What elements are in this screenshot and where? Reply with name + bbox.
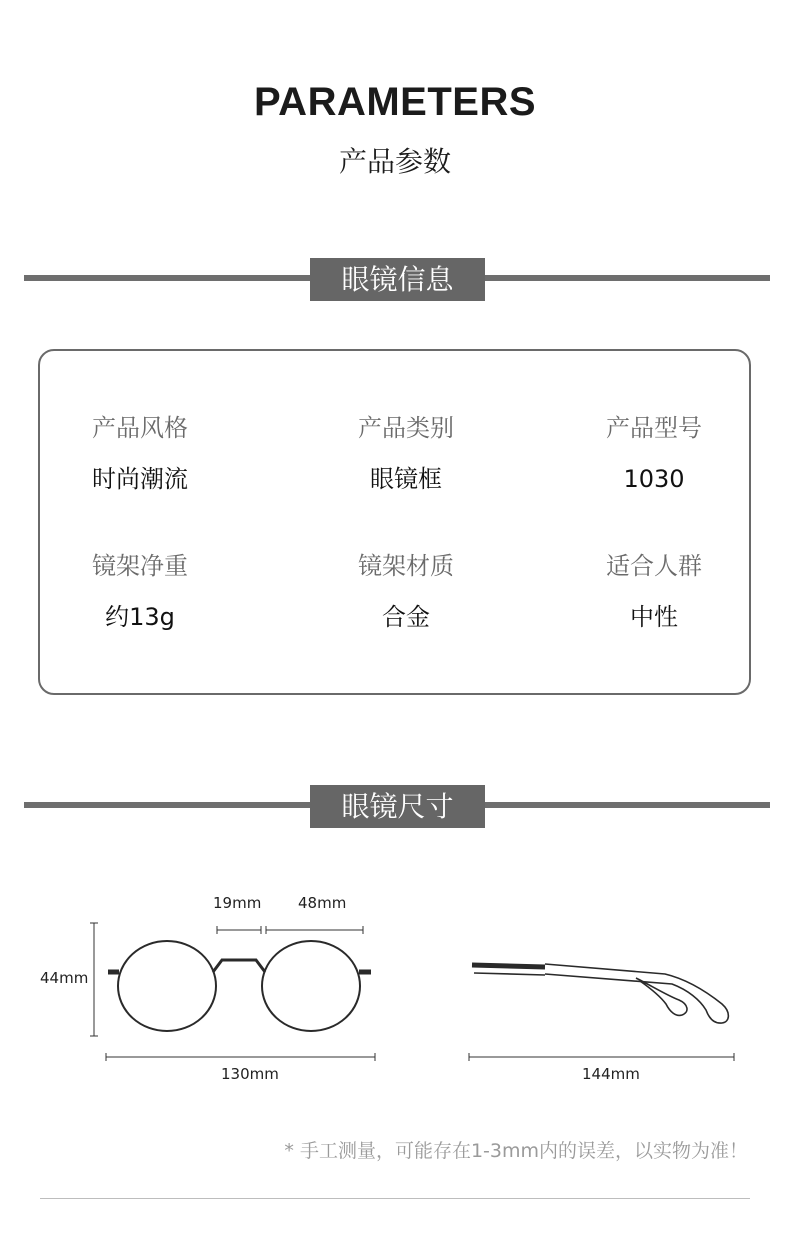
temple-length-label: 144mm (582, 1065, 640, 1083)
info-cell-weight (30, 549, 250, 634)
info-key: 适合人群 (606, 552, 702, 580)
glasses-dimension-diagram (0, 880, 790, 1100)
info-key: 产品型号 (606, 414, 702, 442)
info-value: 中性 (630, 603, 678, 631)
temple-tip-icon (545, 964, 728, 1023)
page-title-cn: 产品参数 (338, 145, 451, 178)
bridge-icon (213, 960, 265, 972)
lens-height-label: 44mm (40, 969, 89, 987)
info-cell-category (296, 411, 516, 496)
glasses-front-view (108, 941, 371, 1031)
info-value: 眼镜框 (370, 465, 442, 493)
info-cell-gender (544, 549, 764, 634)
right-lens-icon (262, 941, 360, 1031)
info-key: 镜架净重 (92, 552, 188, 580)
info-key: 镜架材质 (358, 552, 454, 580)
bottom-divider (40, 1198, 750, 1199)
info-table (38, 349, 751, 695)
info-cell-style (30, 411, 250, 496)
temple-hinge-icon (472, 965, 545, 967)
bridge-width-label: 19mm (213, 894, 262, 912)
measurement-note: * 手工测量，可能存在1-3mm内的误差，以实物为准！ (284, 1140, 748, 1162)
info-value: 约13g (105, 603, 175, 631)
info-key: 产品类别 (358, 414, 454, 442)
lens-width-label: 48mm (298, 894, 347, 912)
glasses-side-view (472, 964, 728, 1023)
section-label-size: 眼镜尺寸 (310, 785, 485, 828)
info-value: 1030 (623, 465, 685, 493)
info-value: 时尚潮流 (92, 465, 188, 493)
page-title-en: PARAMETERS (253, 80, 537, 124)
info-cell-material (296, 549, 516, 634)
section-label-info: 眼镜信息 (310, 258, 485, 301)
info-key: 产品风格 (92, 414, 188, 442)
frame-width-label: 130mm (221, 1065, 279, 1083)
info-cell-model (544, 411, 764, 496)
info-value: 合金 (382, 603, 430, 631)
left-lens-icon (118, 941, 216, 1031)
